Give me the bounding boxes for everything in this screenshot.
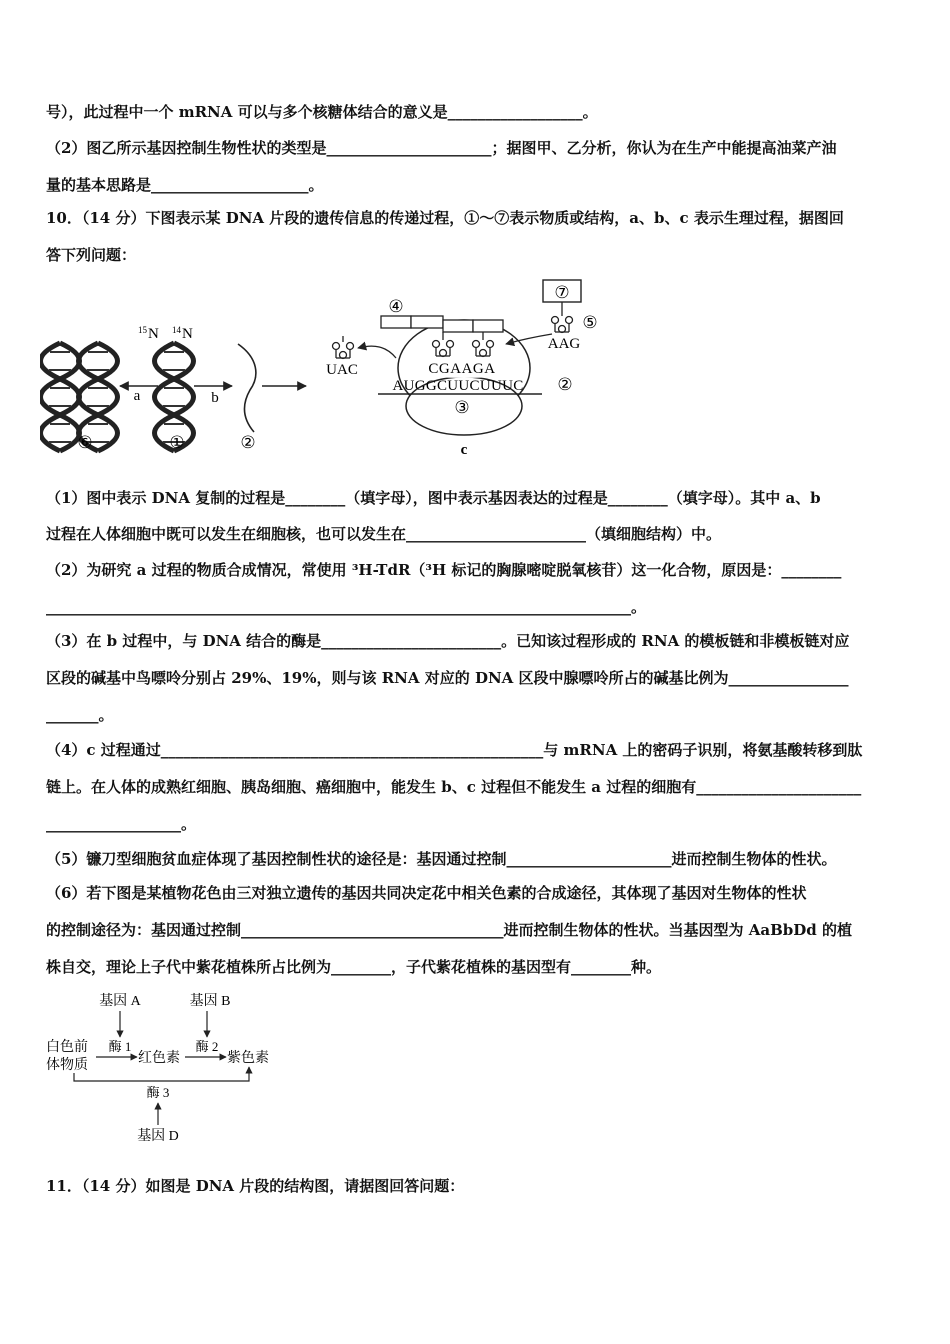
text-line: ______________________________________________________________________________。	[46, 598, 647, 616]
purple-pigment-label: 紫色素	[227, 1051, 269, 1066]
question-10-header: 10．（14 分）下图表示某 DNA 片段的遗传信息的传递过程，①～⑦表示物质或结构，a、b、c 表示生理过程，据图回	[46, 209, 844, 227]
gene-a-label: 基因 A	[99, 994, 141, 1009]
question-11-header: 11．（14 分）如图是 DNA 片段的结构图，请据图回答问题：	[46, 1177, 465, 1195]
n14-label: N	[182, 326, 193, 342]
n15-label: N	[148, 326, 159, 342]
text-line: 过程在人体细胞中既可以发生在细胞核，也可以发生在________________________（填细胞结构）中。	[46, 525, 722, 543]
peptide-box-4	[473, 320, 503, 332]
peptide-box-1	[381, 316, 411, 328]
text-line: 答下列问题：	[46, 246, 137, 264]
trna-incoming	[552, 310, 573, 333]
enzyme-1-label: 酶 1	[108, 1039, 132, 1054]
peptide-box-3	[443, 320, 473, 332]
text-line: 株自交，理论上子代中紫花植株所占比例为________，子代紫花植株的基因型有________种。	[46, 958, 662, 976]
text-line: （5）镰刀型细胞贫血症体现了基因控制性状的途径是：基因通过控制______________________进而控制生物体的性状。	[46, 850, 837, 868]
n15-sup: 15	[138, 325, 147, 335]
white-precursor-line2: 体物质	[46, 1058, 88, 1073]
label-num-2b: ②	[557, 375, 573, 394]
text-line: 号），此过程中一个 mRNA 可以与多个核糖体结合的意义是__________________。	[46, 103, 598, 121]
arrow-release	[358, 346, 396, 358]
text-line: __________________。	[46, 815, 197, 833]
trna-bound-1	[433, 334, 454, 357]
red-pigment-label: 红色素	[138, 1051, 180, 1066]
text-line: （2）为研究 a 过程的物质合成情况，常使用 ³H-TdR（³H 标记的胸腺嘧啶脱氧核苷）这一化合物，原因是：________	[46, 561, 842, 579]
label-b: b	[211, 390, 219, 406]
anticodon-cgaaga: CGAAGA	[428, 361, 496, 377]
label-num-7: ⑦	[554, 283, 570, 302]
dna-transfer-figure	[40, 278, 630, 463]
enzyme-3-label: 酶 3	[146, 1085, 170, 1100]
text-line: （1）图中表示 DNA 复制的过程是________（填字母），图中表示基因表达的过程是________（填字母）。其中 a、b	[46, 489, 821, 507]
text-line: （6）若下图是某植物花色由三对独立遗传的基因共同决定花中相关色素的合成途径，其体现了基因对生物体的性状	[46, 884, 807, 902]
trna-bound-2	[473, 334, 494, 357]
label-c: c	[460, 442, 468, 458]
label-num-5: ⑤	[582, 313, 598, 332]
text-line: _______。	[46, 706, 114, 724]
pigment-pathway-figure	[44, 985, 294, 1145]
text-line: （3）在 b 过程中，与 DNA 结合的酶是________________________。已知该过程形成的 RNA 的模板链和非模板链对应	[46, 632, 850, 650]
enzyme-2-label: 酶 2	[195, 1039, 219, 1054]
text-line: 区段的碱基中鸟嘌呤分别占 29%、19%，则与该 RNA 对应的 DNA 区段中腺嘌呤所占的碱基比例为________________	[46, 669, 849, 687]
trna-released	[333, 336, 354, 359]
text-line: （4）c 过程通过___________________________________________________与 mRNA 上的密码子识别，将氨基酸转移到肽	[46, 741, 863, 759]
peptide-box-2	[411, 316, 443, 328]
text-line: 链上。在人体的成熟红细胞、胰岛细胞、癌细胞中，能发生 b、c 过程但不能发生 a 过程的细胞有______________________	[46, 778, 862, 796]
label-num-3: ③	[454, 398, 470, 417]
gene-b-label: 基因 B	[189, 994, 231, 1009]
gene-d-label: 基因 D	[137, 1129, 179, 1144]
anticodon-aag: AAG	[547, 336, 581, 352]
anticodon-uac: UAC	[326, 362, 358, 378]
mrna-sequence: AUGGCUUCUUUC	[392, 378, 524, 394]
text-line: 量的基本思路是_____________________。	[46, 176, 324, 194]
n14-sup: 14	[172, 325, 181, 335]
dna-helix-6a	[41, 343, 80, 451]
label-num-6: ⑥	[77, 433, 93, 452]
label-num-1: ①	[169, 433, 185, 452]
white-precursor-line1: 白色前	[46, 1040, 88, 1055]
text-line: 的控制途径为：基因通过控制___________________________________进而控制生物体的性状。当基因型为 AaBbDd 的植	[46, 921, 852, 939]
label-num-4: ④	[388, 297, 404, 316]
text-line: （2）图乙所示基因控制生物性状的类型是______________________；据图甲、乙分析，你认为在生产中能提高油菜产油	[46, 139, 837, 157]
label-num-2: ②	[240, 433, 256, 452]
label-a: a	[133, 388, 141, 404]
mrna-strand	[238, 344, 256, 432]
